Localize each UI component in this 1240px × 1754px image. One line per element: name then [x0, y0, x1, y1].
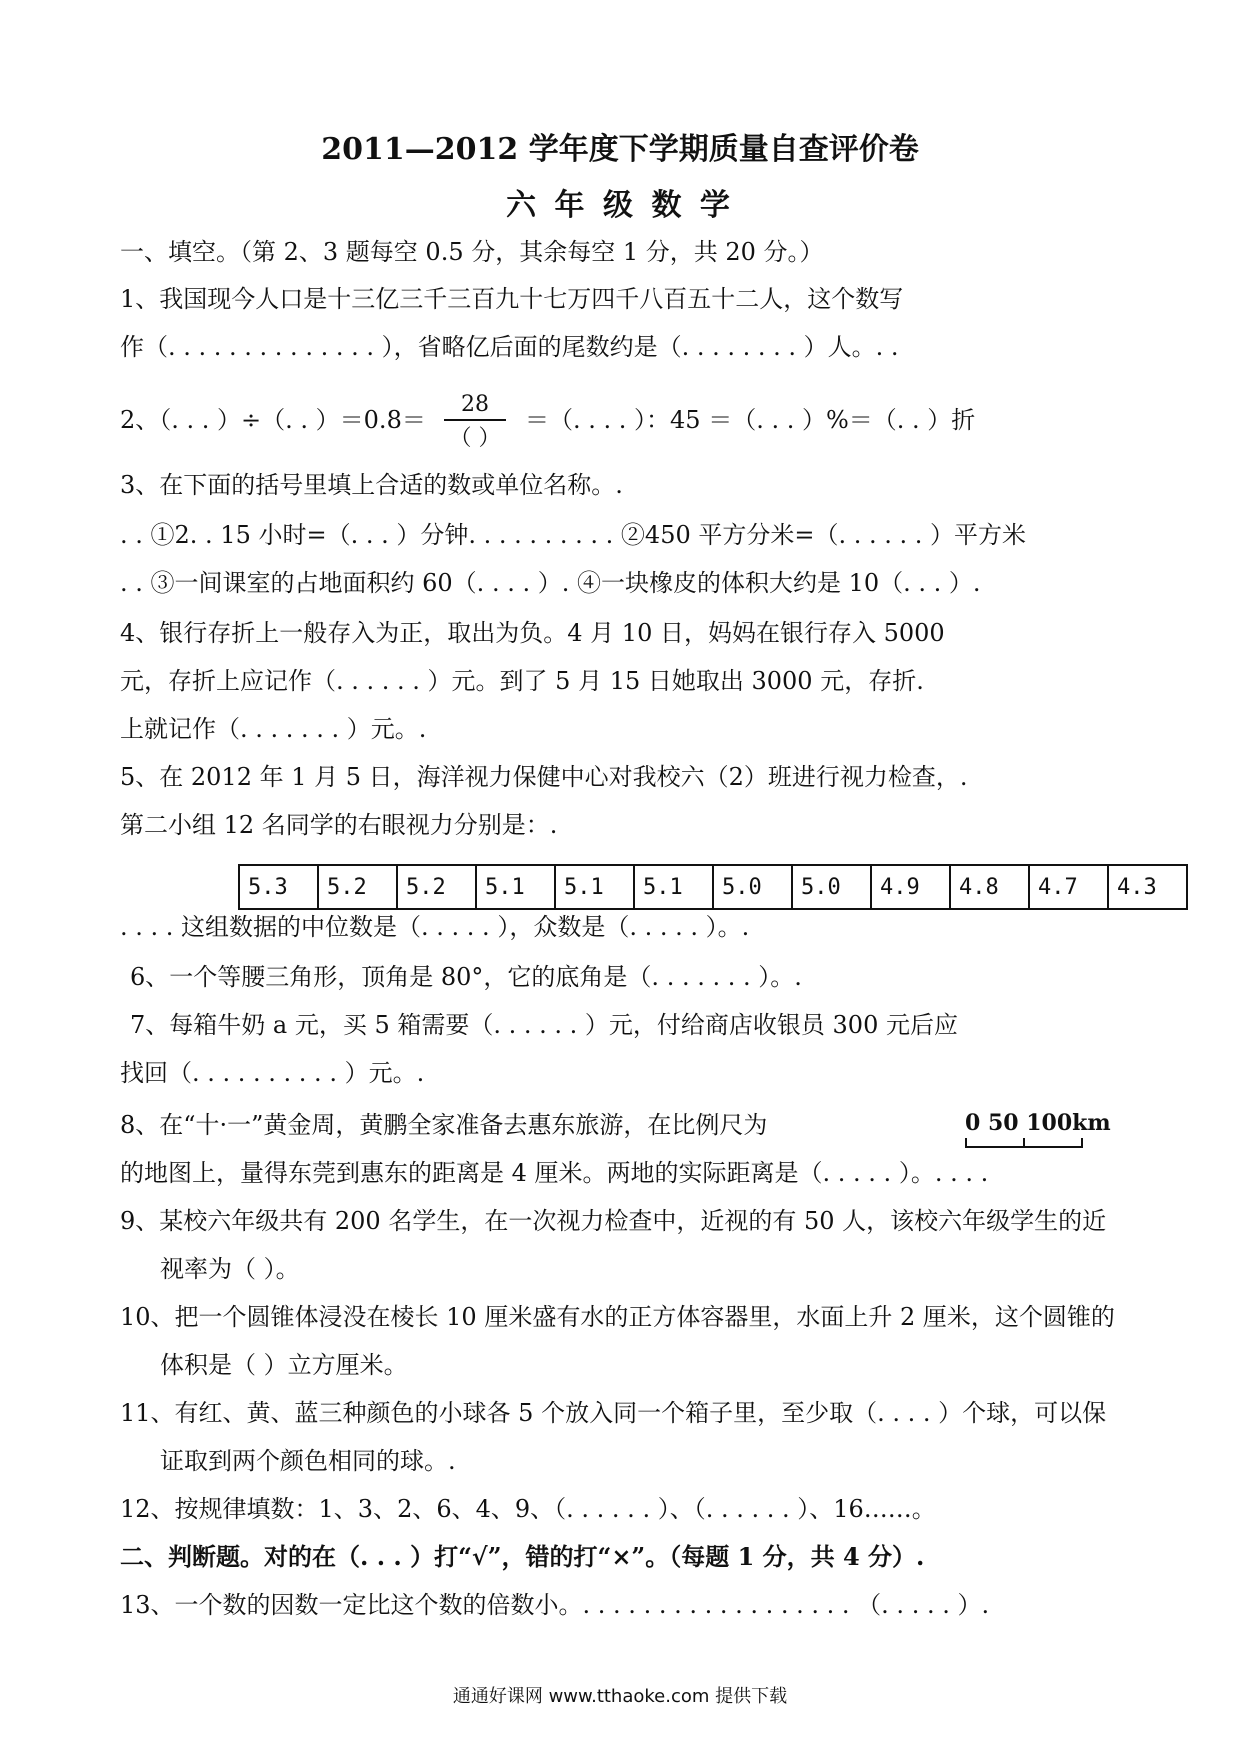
scale-tick [1023, 1138, 1025, 1148]
q10-line2: 体积是（ ）立方厘米。 [160, 1351, 408, 1379]
q11-line2: 证取到两个颜色相同的球。. [160, 1447, 456, 1475]
table-cell: 4.3 [1108, 865, 1187, 909]
table-cell: 5.2 [318, 865, 397, 909]
scale-tick [1081, 1138, 1083, 1148]
table-cell: 5.0 [792, 865, 871, 909]
q6-line1: 6、一个等腰三角形，顶角是 80°，它的底角是（. . . . . . . ）。. [130, 963, 802, 991]
q7-line2: 找回（. . . . . . . . . . ）元。. [120, 1059, 425, 1087]
q2-left: 2、（. . . ）÷（. . ）＝0.8＝ [120, 406, 426, 434]
footer-credit: 通通好课网 www.tthaoke.com 提供下载 [452, 1686, 788, 1707]
q3-line3: . . ③一间课室的占地面积约 60（. . . . ）. ④一块橡皮的体积大约是 10（. . . ）. [120, 569, 981, 597]
table-cell: 5.2 [397, 865, 476, 909]
exam-subtitle: 六 年 级 数 学 [506, 188, 734, 223]
table-cell: 4.9 [871, 865, 950, 909]
q3-line2: . . ①2. . 15 小时=（. . . ）分钟. . . . . . . . . . ②450 平方分米=（. . . . . . ）平方米 [120, 521, 1027, 549]
q4-line2: 元，存折上应记作（. . . . . . ）元。到了 5 月 15 日她取出 3000 元，存折. [120, 667, 924, 695]
table-row [239, 865, 1187, 909]
q13-line1: 13、一个数的因数一定比这个数的倍数小。. . . . . . . . . . . . . . . . . . （. . . . . ）. [120, 1591, 990, 1619]
exam-title: 2011—2012 学年度下学期质量自查评价卷 [321, 132, 919, 167]
q8-line1: 8、在“十·一”黄金周，黄鹏全家准备去惠东旅游，在比例尺为 [120, 1111, 768, 1139]
table-cell: 5.1 [634, 865, 713, 909]
vision-data-table [238, 864, 1188, 910]
map-scale-bar [965, 1110, 1111, 1148]
q10-line1: 10、把一个圆锥体浸没在棱长 10 厘米盛有水的正方体容器里，水面上升 2 厘米，这个圆锥的 [120, 1303, 1115, 1331]
q8-line2: 的地图上，量得东莞到惠东的距离是 4 厘米。两地的实际距离是（. . . . . ）。. . . . [120, 1159, 989, 1187]
q1-line1: 1、我国现今人口是十三亿三千三百九十七万四千八百五十二人，这个数写 [120, 285, 904, 313]
scale-label: 0 50 100km [965, 1110, 1111, 1136]
table-cell: 5.1 [555, 865, 634, 909]
table-cell: 5.0 [713, 865, 792, 909]
section-2-heading: 二、判断题。对的在（. . . ）打“√”，错的打“×”。（每题 1 分，共 4 分）. [120, 1542, 925, 1571]
q5-line2: 第二小组 12 名同学的右眼视力分别是：. [120, 811, 558, 839]
fraction-denominator: （ ） [449, 426, 501, 451]
q2-right: ＝（. . . . ）：45 ＝（. . . ）%＝（. . ）折 [525, 406, 976, 434]
q2-fraction [444, 392, 506, 452]
q7-line1: 7、每箱牛奶 a 元，买 5 箱需要（. . . . . . ）元，付给商店收银员 300 元后应 [130, 1011, 958, 1039]
q9-line1: 9、某校六年级共有 200 名学生，在一次视力检查中，近视的有 50 人，该校六年级学生的近 [120, 1207, 1107, 1235]
q3-line1: 3、在下面的括号里填上合适的数或单位名称。. [120, 471, 623, 499]
q5-line3: . . . . 这组数据的中位数是（. . . . . ），众数是（. . . . . ）。. [120, 913, 750, 941]
scale-tick [965, 1138, 967, 1148]
q1-line2: 作（. . . . . . . . . . . . . . ），省略亿后面的尾数约是（. . . . . . . . ）人。. . [120, 333, 899, 361]
fraction-numerator: 28 [444, 392, 506, 421]
table-cell: 5.1 [476, 865, 555, 909]
q4-line1: 4、银行存折上一般存入为正，取出为负。4 月 10 日，妈妈在银行存入 5000 [120, 619, 945, 647]
q12-line1: 12、按规律填数：1、3、2、6、4、9、（. . . . . . ）、（. . . . . . ）、16……。 [120, 1495, 936, 1523]
q9-line2: 视率为（ ）。 [160, 1255, 300, 1283]
q11-line1: 11、有红、黄、蓝三种颜色的小球各 5 个放入同一个箱子里，至少取（. . . . ）个球，可以保 [120, 1399, 1107, 1427]
table-cell: 4.7 [1029, 865, 1108, 909]
table-cell: 5.3 [239, 865, 318, 909]
table-cell: 4.8 [950, 865, 1029, 909]
section-1-heading: 一、填空。（第 2、3 题每空 0.5 分，其余每空 1 分，共 20 分。） [120, 238, 824, 266]
q4-line3: 上就记作（. . . . . . . ）元。. [120, 715, 427, 743]
q5-line1: 5、在 2012 年 1 月 5 日，海洋视力保健中心对我校六（2）班进行视力检查，. [120, 763, 968, 791]
